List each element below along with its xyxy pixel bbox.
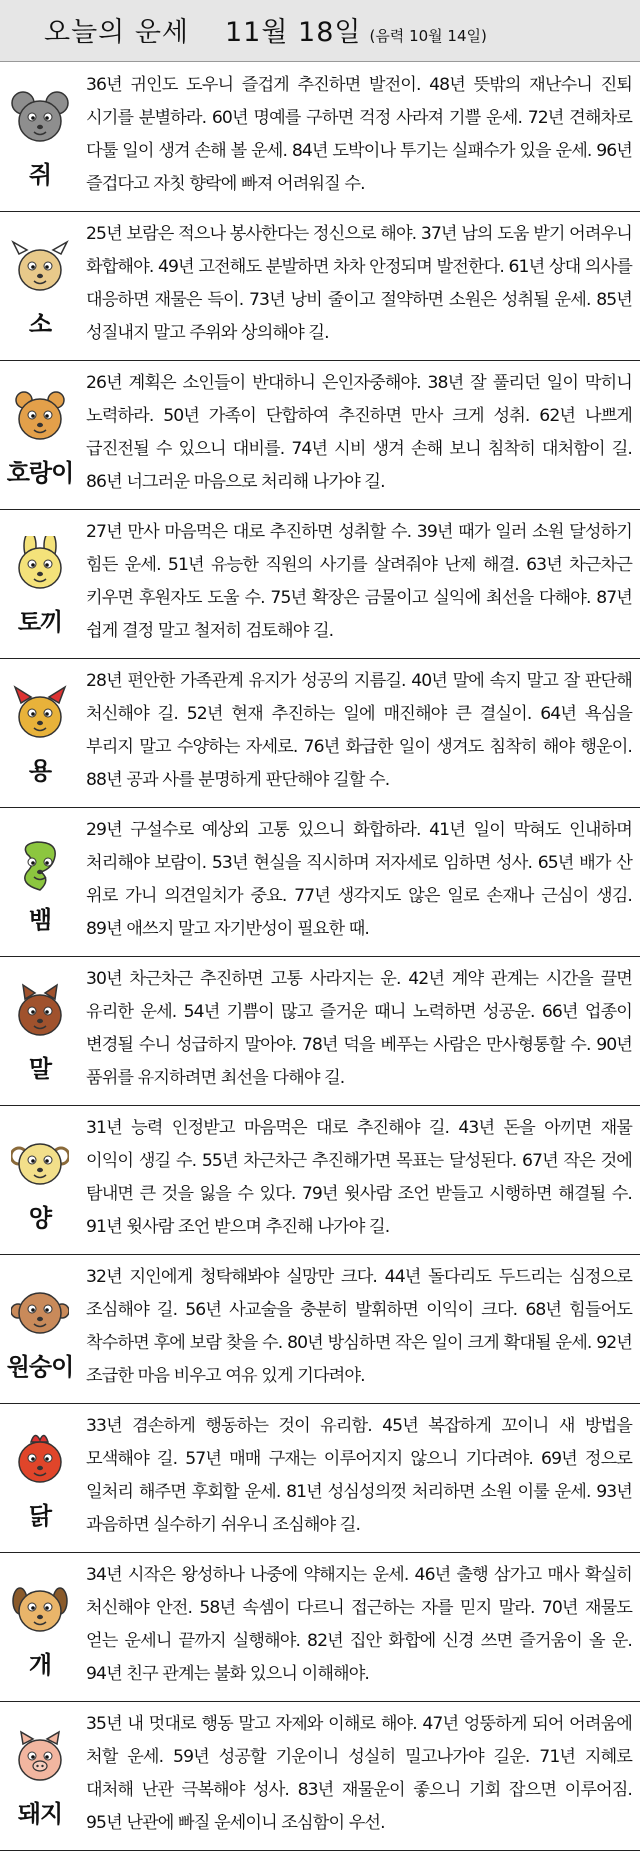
fortune-text: 35년 내 멋대로 행동 말고 자제와 이해로 해야. 47년 엉뚱하게 되어 어려움에 처할 운세. 59년 성공할 기운이니 성실히 밀고나가야 길운. 71년 지혜로 대처해 난관 극복해야 성사. 83년 재물운이 좋으니 기회 잡으면 이루어짐. 95년 난관에 빠질 운세이니 조심함이 우선. — [86, 1714, 632, 1833]
zodiac-name: 쥐 — [28, 160, 52, 189]
zodiac-row — [0, 212, 640, 361]
zodiac-row — [0, 63, 640, 212]
snake-icon — [11, 834, 69, 892]
tiger-icon — [11, 387, 69, 445]
zodiac-animal — [0, 1553, 80, 1701]
zodiac-name: 토끼 — [17, 607, 63, 636]
rat-icon — [11, 89, 69, 147]
zodiac-animal — [0, 957, 80, 1105]
page-title: 오늘의 운세 — [44, 17, 189, 48]
zodiac-row — [0, 1702, 640, 1851]
fortune-text: 29년 구설수로 예상외 고통 있으니 화합하라. 41년 일이 막혀도 인내하며 처리해야 보람이. 53년 현실을 직시하며 저자세로 임하면 성사. 65년 배가 산 위로 가니 의견일치가 중요. 77년 생각지도 않은 일로 손재나 근심이 생김. 89년 애쓰지 말고 자기반성이 필요한 때. — [86, 820, 632, 939]
zodiac-row — [0, 1106, 640, 1255]
fortune-text: 32년 지인에게 청탁해봐야 실망만 크다. 44년 돌다리도 두드리는 심정으로 조심해야 길. 56년 사교술을 충분히 발휘하면 이익이 크다. 68년 힘들어도 착수하면 후에 보람 찾을 수. 80년 방심하면 작은 일이 크게 확대될 운세. 92년 조급한 마음 비우고 여유 있게 기다려야. — [86, 1267, 632, 1386]
zodiac-animal — [0, 659, 80, 807]
fortune-text: 27년 만사 마음먹은 대로 추진하면 성취할 수. 39년 때가 일러 소원 달성하기 힘든 운세. 51년 유능한 직원의 사기를 살려줘야 난제 해결. 63년 차근차근 키우면 후원자도 도울 수. 75년 확장은 금물이고 실익에 최선을 다해야. 87년 쉽게 결정 말고 철저히 검토해야 길. — [86, 522, 632, 641]
zodiac-animal — [0, 361, 80, 509]
zodiac-row — [0, 1255, 640, 1404]
zodiac-list — [0, 63, 640, 1851]
dog-icon — [11, 1579, 69, 1637]
fortune-text: 36년 귀인도 도우니 즐겁게 추진하면 발전이. 48년 뜻밖의 재난수니 진퇴 시기를 분별하라. 60년 명예를 구하면 걱정 사라져 기쁠 운세. 72년 견해차로 다툴 일이 생겨 손해 볼 운세. 84년 도박이나 투기는 실패수가 있을 운세. 96년 즐겁다고 자칫 향락에 빠져 어려워질 수. — [86, 75, 632, 194]
zodiac-row — [0, 1553, 640, 1702]
zodiac-name: 돼지 — [17, 1799, 63, 1828]
fortune-text: 25년 보람은 적으나 봉사한다는 정신으로 해야. 37년 남의 도움 받기 어려우니 화합해야. 49년 고전해도 분발하면 차차 안정되며 발전한다. 61년 상대 의사를 대응하면 재물은 득이. 73년 낭비 줄이고 절약하면 소원은 성취될 운세. 85년 성질내지 말고 주위와 상의해야 길. — [86, 224, 632, 343]
zodiac-animal — [0, 1255, 80, 1403]
monkey-icon — [11, 1281, 69, 1339]
ox-icon — [11, 238, 69, 296]
zodiac-animal — [0, 1106, 80, 1254]
zodiac-row — [0, 361, 640, 510]
fortune-text: 31년 능력 인정받고 마음먹은 대로 추진해야 길. 43년 돈을 아끼면 재물 이익이 생길 수. 55년 차근차근 추진해가면 목표는 달성된다. 67년 작은 것에 탐내면 큰 것을 잃을 수 있다. 79년 윗사람 조언 받들고 시행하면 해결될 수. 91년 윗사람 조언 받으며 추진해 나가야 길. — [86, 1118, 632, 1237]
date-label: 11월 18일 — [225, 17, 362, 48]
zodiac-animal — [0, 1404, 80, 1552]
zodiac-name: 뱀 — [28, 905, 52, 934]
rooster-icon — [11, 1430, 69, 1488]
zodiac-row — [0, 659, 640, 808]
zodiac-row — [0, 957, 640, 1106]
rabbit-icon — [11, 536, 69, 594]
page-header — [0, 0, 640, 62]
fortune-text: 34년 시작은 왕성하나 나중에 약해지는 운세. 46년 출행 삼가고 매사 확실히 처신해야 안전. 58년 속셈이 다르니 접근하는 자를 믿지 말라. 70년 재물도 얻는 운세니 끝까지 실행해야. 82년 집안 화합에 신경 쓰면 즐거움이 올 운. 94년 친구 관계는 불화 있으니 이해해야. — [86, 1565, 632, 1684]
zodiac-name: 원숭이 — [6, 1352, 74, 1381]
zodiac-name: 개 — [28, 1650, 52, 1679]
fortune-text: 33년 겸손하게 행동하는 것이 유리함. 45년 복잡하게 꼬이니 새 방법을 모색해야 길. 57년 매매 구재는 이루어지지 않으니 기다려야. 69년 정으로 일처리 해주면 후회할 운세. 81년 성심성의껏 처리하면 소원 이룰 운세. 93년 과음하면 실수하기 쉬우니 조심해야 길. — [86, 1416, 632, 1535]
zodiac-animal — [0, 510, 80, 658]
sheep-icon — [11, 1132, 69, 1190]
zodiac-animal — [0, 1702, 80, 1850]
pig-icon — [11, 1728, 69, 1786]
lunar-date-label: (음력 10월 14일) — [369, 27, 487, 45]
zodiac-animal — [0, 212, 80, 360]
dragon-icon — [11, 685, 69, 743]
zodiac-row — [0, 1404, 640, 1553]
fortune-text: 30년 차근차근 추진하면 고통 사라지는 운. 42년 계약 관계는 시간을 끌면 유리한 운세. 54년 기쁨이 많고 즐거운 때니 노력하면 성공운. 66년 업종이 변경될 수니 성급하지 말아야. 78년 덕을 베푸는 사람은 만사형통할 수. 90년 품위를 유지하려면 최선을 다해야 길. — [86, 969, 632, 1088]
zodiac-name: 닭 — [28, 1501, 52, 1530]
fortune-text: 28년 편안한 가족관계 유지가 성공의 지름길. 40년 말에 속지 말고 잘 판단해 처신해야 길. 52년 현재 추진하는 일에 매진해야 큰 결실이. 64년 욕심을 부리지 말고 수양하는 자세로. 76년 화급한 일이 생겨도 침착히 해야 행운이. 88년 공과 사를 분명하게 판단해야 길할 수. — [86, 671, 632, 790]
zodiac-row — [0, 808, 640, 957]
zodiac-row — [0, 510, 640, 659]
zodiac-animal — [0, 808, 80, 956]
zodiac-name: 용 — [28, 756, 52, 785]
horse-icon — [11, 983, 69, 1041]
zodiac-name: 양 — [28, 1203, 52, 1232]
zodiac-name: 호랑이 — [6, 458, 74, 487]
zodiac-name: 말 — [28, 1054, 52, 1083]
fortune-text: 26년 계획은 소인들이 반대하니 은인자중해야. 38년 잘 풀리던 일이 막히니 노력하라. 50년 가족이 단합하여 추진하면 만사 크게 성취. 62년 나쁘게 급진전될 수 있으니 대비를. 74년 시비 생겨 손해 보니 침착히 대처함이 길. 86년 너그러운 마음으로 처리해 나가야 길. — [86, 373, 632, 492]
zodiac-name: 소 — [28, 309, 52, 338]
zodiac-animal — [0, 63, 80, 211]
